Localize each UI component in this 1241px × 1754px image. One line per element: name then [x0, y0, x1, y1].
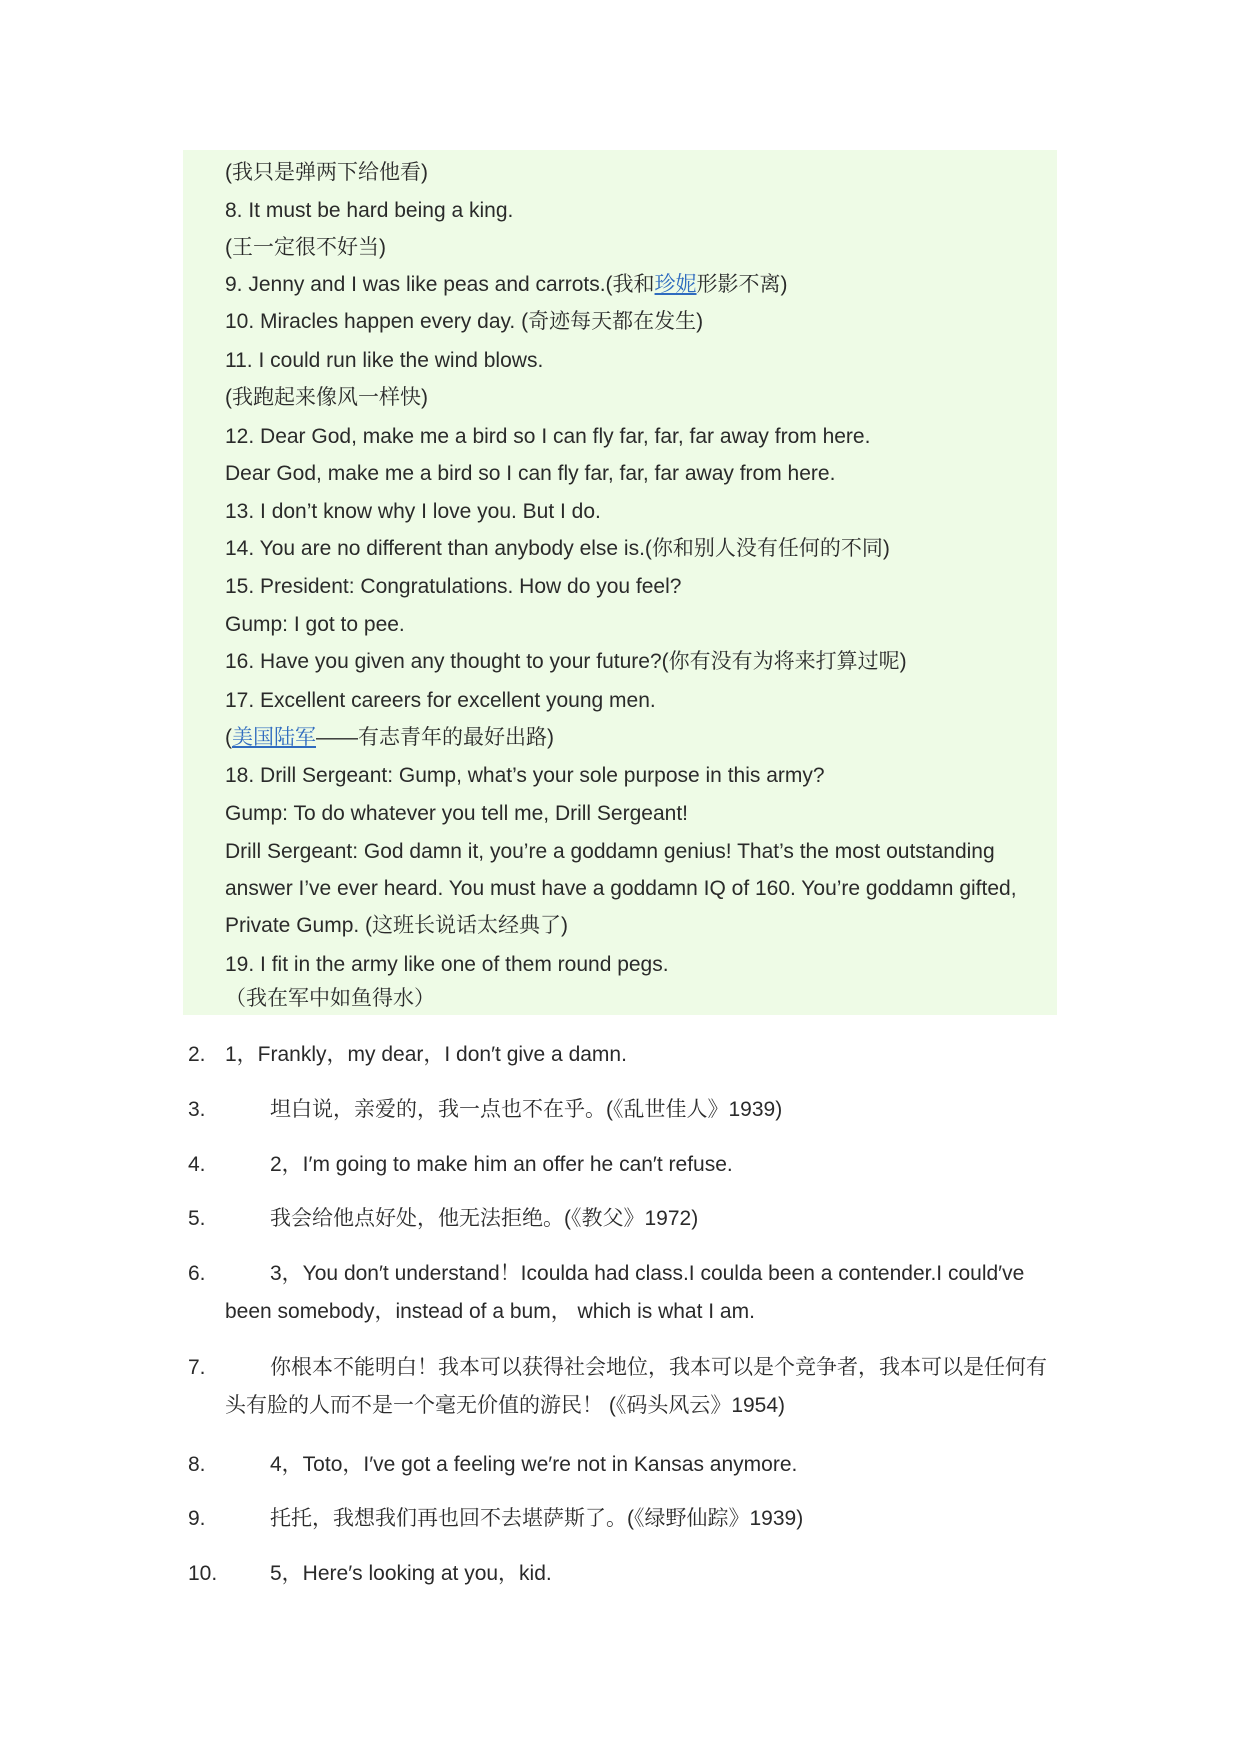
inline-link[interactable]: 美国陆军: [232, 726, 316, 749]
quote-text: （我在军中如鱼得水）: [225, 987, 435, 1010]
quote-text: 11. I could run like the wind blows.: [225, 349, 544, 372]
quote-line: [225, 725, 554, 751]
quote-line: [225, 801, 688, 827]
quote-line: [225, 688, 656, 714]
quote-text: answer I’ve ever heard. You must have a goddamn IQ of 160. You’re goddamn gifted,: [225, 877, 1017, 900]
quote-line: [225, 876, 1017, 902]
list-item-number: 3.: [188, 1098, 206, 1121]
quote-line: [225, 649, 907, 675]
quote-line: [225, 612, 405, 638]
list-item-number: 7.: [188, 1356, 206, 1379]
list-item-text: [225, 1200, 1055, 1238]
quote-text: 18. Drill Sergeant: Gump, what’s your sole purpose in this army?: [225, 764, 825, 787]
quote-text: Gump: I got to pee.: [225, 613, 405, 636]
quote-line: [225, 839, 995, 865]
list-item-number: 2.: [188, 1043, 206, 1066]
quote-line: [225, 763, 825, 789]
quote-text: Drill Sergeant: God damn it, you’re a goddamn genius! That’s the most outstanding: [225, 840, 995, 863]
quote-text: Private Gump. (这班长说话太经典了): [225, 914, 569, 937]
quote-line: [225, 309, 703, 335]
list-item-content: 2，I′m going to make him an offer he can′t refuse.: [270, 1153, 733, 1176]
quote-text: 13. I don’t know why I love you. But I do.: [225, 500, 601, 523]
quote-text: 10. Miracles happen every day. (奇迹每天都在发生): [225, 310, 704, 333]
quote-line: [225, 272, 788, 298]
list-item-text: [225, 1500, 1055, 1538]
list-item-text: [225, 1146, 1055, 1184]
quote-line: [225, 986, 435, 1012]
quote-text: 16. Have you given any thought to your future?(你有没有为将来打算过呢): [225, 650, 907, 673]
quote-text: Gump: To do whatever you tell me, Drill Sergeant!: [225, 802, 688, 825]
list-item-content: 你根本不能明白！我本可以获得社会地位，我本可以是个竞争者，我本可以是任何有头有脸的人而不是一个毫无价值的游民！ (《码头风云》1954): [225, 1356, 1047, 1417]
quote-text: (王一定很不好当): [225, 236, 386, 259]
quote-text: Dear God, make me a bird so I can fly far, far, far away from here.: [225, 462, 836, 485]
quote-line: [225, 536, 890, 562]
quote-text: 9. Jenny and I was like peas and carrots.(我和: [225, 273, 655, 296]
quote-line: [225, 574, 681, 600]
quote-text: (: [225, 726, 232, 749]
quote-line: [225, 385, 428, 411]
list-item-text: [225, 1036, 1055, 1074]
quote-text: (我只是弹两下给他看): [225, 161, 428, 184]
list-item-text: [225, 1255, 1055, 1331]
list-item-content: 1，Frankly，my dear，I don′t give a damn.: [225, 1043, 627, 1066]
quote-line: [225, 913, 568, 939]
quote-line: [225, 424, 870, 450]
list-item-number: 6.: [188, 1262, 206, 1285]
quote-line: [225, 461, 835, 487]
quote-text: 12. Dear God, make me a bird so I can fly far, far, far away from here.: [225, 425, 871, 448]
quote-line: [225, 952, 669, 978]
quote-line: [225, 235, 386, 261]
quote-text: (我跑起来像风一样快): [225, 386, 428, 409]
quote-text: 15. President: Congratulations. How do you feel?: [225, 575, 682, 598]
list-item-content: 坦白说，亲爱的，我一点也不在乎。(《乱世佳人》1939): [270, 1098, 783, 1121]
list-item-text: [225, 1446, 1055, 1484]
quote-text: 14. You are no different than anybody else is.(你和别人没有任何的不同): [225, 537, 890, 560]
quote-line: [225, 348, 543, 374]
quote-text: 8. It must be hard being a king.: [225, 199, 514, 222]
list-item-number: 10.: [188, 1562, 218, 1585]
list-item-number: 5.: [188, 1207, 206, 1230]
quote-line: [225, 198, 513, 224]
list-item-number: 8.: [188, 1453, 206, 1476]
list-item-content: 托托，我想我们再也回不去堪萨斯了。(《绿野仙踪》1939): [270, 1507, 804, 1530]
list-item-number: 9.: [188, 1507, 206, 1530]
quote-line: [225, 499, 601, 525]
list-item-content: 我会给他点好处，他无法拒绝。(《教父》1972): [270, 1207, 699, 1230]
inline-link[interactable]: 珍妮: [654, 273, 697, 296]
quote-line: [225, 160, 428, 186]
list-item-text: [225, 1555, 1055, 1593]
list-item-number: 4.: [188, 1153, 206, 1176]
list-item-text: [225, 1349, 1055, 1425]
quote-text: 19. I fit in the army like one of them round pegs.: [225, 953, 669, 976]
quote-text: ——有志青年的最好出路): [316, 726, 554, 749]
list-item-content: 4，Toto，I′ve got a feeling we′re not in Kansas anymore.: [270, 1453, 798, 1476]
list-item-content: 5，Here′s looking at you，kid.: [270, 1562, 552, 1585]
list-item-content: 3，You don′t understand！Icoulda had class.I coulda been a contender.I could′ve been somebody，instead of a bum， which is what I am.: [225, 1262, 1025, 1323]
quote-text: 形影不离): [696, 273, 788, 296]
quote-text: 17. Excellent careers for excellent young men.: [225, 689, 656, 712]
list-item-text: [225, 1091, 1055, 1129]
